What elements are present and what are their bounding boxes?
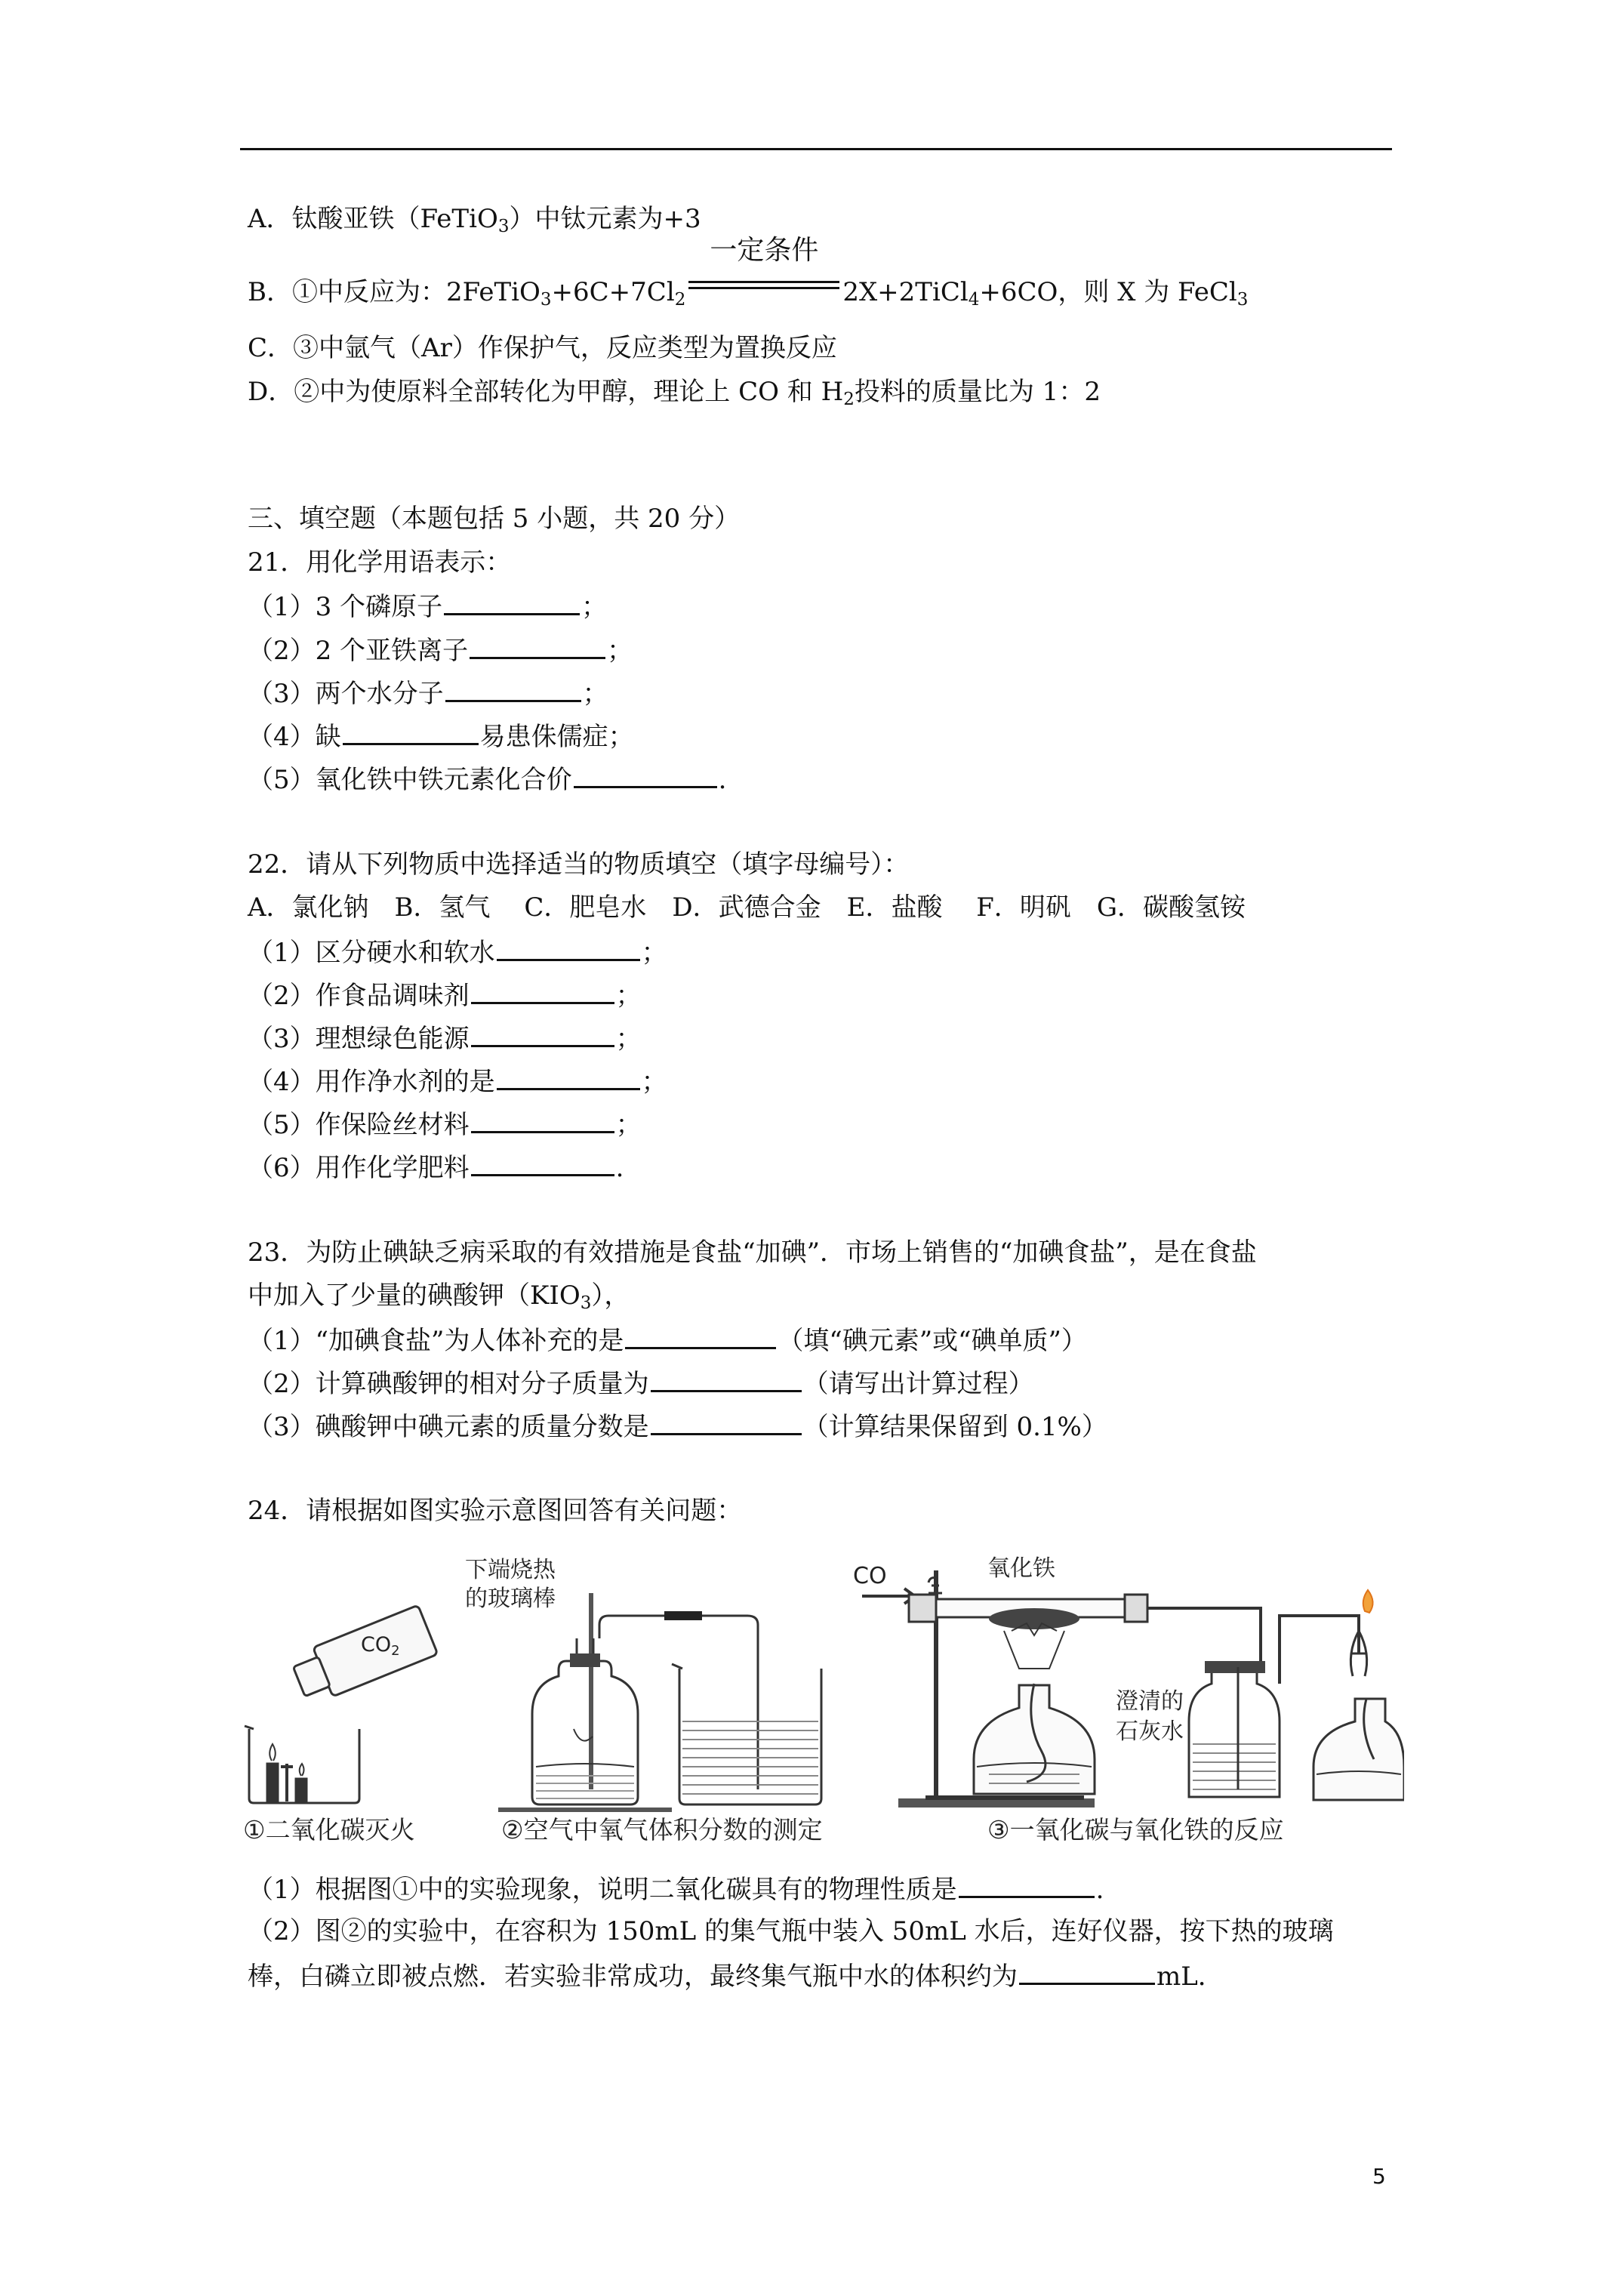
- q23-stem-cont: 中加入了少量的碘酸钾$(KIO_3)$，: [248, 1281, 630, 1313]
- q22-item: （6）用作化学肥料 .: [248, 1153, 624, 1183]
- q23-item: （3）碘酸钾中碘元素的质量分数是 （计算结果保留到 0.1%）: [248, 1412, 1107, 1442]
- q23-stem: 23．为防止碘缺乏病采取的有效措施是食盐“加碘”．市场上销售的“加碘食盐”，是在食盐: [248, 1237, 1257, 1268]
- answer-blank[interactable]: [343, 720, 479, 745]
- page-number: 5: [1372, 2164, 1386, 2189]
- q22-item: （4）用作净水剂的是 ；: [248, 1067, 667, 1097]
- limewater-label-line2: 石灰水: [1116, 1718, 1184, 1745]
- q21-item: （5）氧化铁中铁元素化合价 .: [248, 765, 727, 795]
- figure1-candle-beaker: [245, 1726, 359, 1803]
- answer-blank[interactable]: [651, 1367, 802, 1392]
- section-title: 三、填空题（本题包括 5 小题，共 20 分）: [248, 504, 741, 534]
- answer-blank[interactable]: [470, 634, 605, 659]
- q23-item: （2）计算碘酸钾的相对分子质量为 （请写出计算过程）: [248, 1369, 1034, 1399]
- figure1-caption: ①二氧化碳灭火: [243, 1815, 415, 1845]
- answer-blank[interactable]: [471, 979, 614, 1004]
- limewater-label-line1: 澄清的: [1116, 1688, 1184, 1715]
- reaction-condition: 一定条件: [685, 270, 842, 300]
- q21-stem: 21．用化学用语表示：: [248, 547, 512, 578]
- q22-item: （1）区分硬水和软水 ；: [248, 938, 667, 968]
- q24-stem: 24．请根据如图实验示意图回答有关问题：: [248, 1496, 743, 1526]
- q24-item-cont: 棒，白磷立即被点燃．若实验非常成功，最终集气瓶中水的体积约为 mL．: [248, 1962, 1224, 1992]
- q21-item: （3）两个水分子 ；: [248, 679, 608, 709]
- q24-item: （2）图②的实验中，在容积为 150mL 的集气瓶中装入 50mL 水后，连好仪器，按下热的玻璃: [248, 1916, 1334, 1946]
- q23-item: （1）“加碘食盐”为人体补充的是 （填“碘元素”或“碘单质”）: [248, 1326, 1087, 1356]
- q21-item: （4）缺 易患侏儒症；: [248, 722, 634, 752]
- figure2-caption: ②空气中氧气体积分数的测定: [501, 1815, 823, 1845]
- q22-item: （2）作食品调味剂 ；: [248, 981, 642, 1011]
- q22-stem: 22．请从下列物质中选择适当的物质填空（填字母编号）：: [248, 849, 910, 880]
- q24-item: （1）根据图①中的实验现象，说明二氧化碳具有的物理性质是 .: [248, 1875, 1104, 1905]
- q22-options: A．氯化钠 B．氢气 C．肥皂水 D．武德合金 E．盐酸 F．明矾 G．碳酸氢铵: [248, 892, 1246, 923]
- q21-item: （2）2 个亚铁离子 ；: [248, 636, 633, 666]
- q20-option-a: A．钛酸亚铁（FeTiO$_3$）中钛元素为+3: [248, 204, 701, 236]
- answer-blank[interactable]: [574, 763, 717, 788]
- answer-blank[interactable]: [651, 1410, 802, 1435]
- q20-option-c: C．③中氩气（Ar）作保护气，反应类型为置换反应: [248, 333, 837, 363]
- co2-bottle-label: CO2: [361, 1633, 400, 1659]
- answer-blank[interactable]: [1019, 1960, 1155, 1985]
- answer-blank[interactable]: [497, 1065, 640, 1090]
- experiment-figure: [226, 1540, 1404, 1812]
- q22-item: （3）理想绿色能源 ；: [248, 1024, 642, 1054]
- answer-blank[interactable]: [471, 1151, 614, 1176]
- q22-item: （5）作保险丝材料 ；: [248, 1110, 642, 1140]
- answer-blank[interactable]: [959, 1873, 1095, 1898]
- answer-blank[interactable]: [471, 1022, 614, 1047]
- answer-blank[interactable]: [444, 590, 580, 615]
- rod-label-line1: 下端烧热: [465, 1557, 556, 1583]
- header-rule: [240, 148, 1392, 150]
- answer-blank[interactable]: [497, 936, 640, 961]
- co-inlet-label: CO: [853, 1563, 887, 1589]
- q20-option-d: D．②中为使原料全部转化为甲醇，理论上 CO 和 $H_2$投料的质量比为 1：2: [248, 377, 1101, 409]
- rod-label-line2: 的玻璃棒: [465, 1586, 556, 1612]
- answer-blank[interactable]: [445, 677, 581, 702]
- figure2-apparatus: [498, 1593, 821, 1812]
- answer-blank[interactable]: [625, 1324, 776, 1349]
- iron-oxide-label: 氧化铁: [987, 1555, 1055, 1582]
- answer-blank[interactable]: [471, 1108, 614, 1133]
- q20-option-b: B．①中反应为：$2FeTiO_3+6C+7Cl_2$ 一定条件 2X+2TiCl$_4$+6CO，则 X 为 FeCl$_3$: [248, 235, 1249, 310]
- figure3-caption: ③一氧化碳与氧化铁的反应: [987, 1815, 1284, 1845]
- q21-item: （1）3 个磷原子 ；: [248, 592, 608, 622]
